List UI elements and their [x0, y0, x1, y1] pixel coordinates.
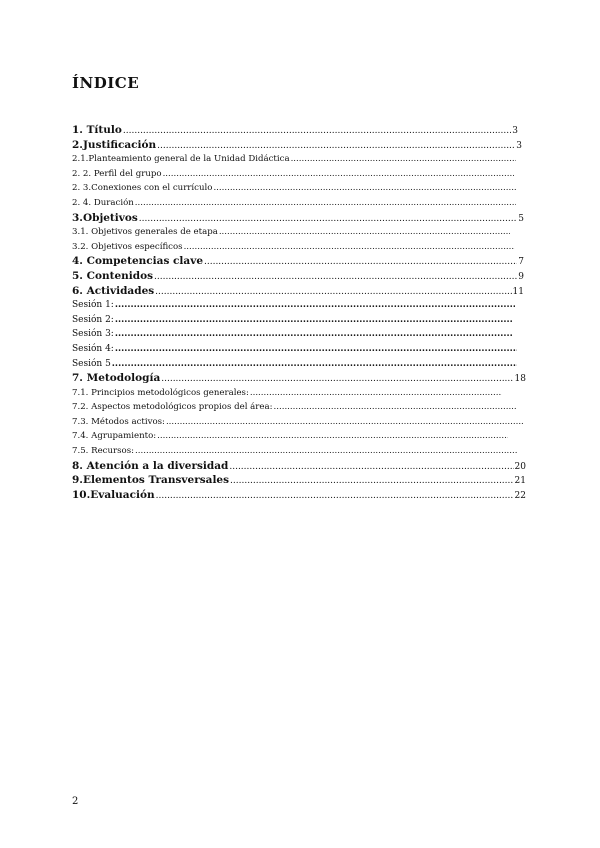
toc-entry-label: 8. Atención a la diversidad — [72, 459, 229, 472]
toc-entry[interactable] — [72, 473, 526, 488]
toc-entry-label: 7.1. Principios metodológicos generales: — [72, 387, 249, 398]
toc-entry[interactable] — [72, 415, 524, 430]
toc-entry-label: Sesión 4: — [72, 343, 114, 354]
toc-leader-dots — [115, 298, 515, 313]
toc-leader-dots — [291, 152, 516, 167]
toc-entry[interactable] — [72, 138, 522, 153]
toc-entry-label: 2. 3.Conexiones con el currículo — [72, 183, 213, 194]
toc-leader-dots — [213, 181, 516, 196]
toc-entry-label: 4. Competencias clave — [72, 255, 203, 268]
toc-leader-dots — [229, 460, 513, 474]
toc-entry-label: 7. Metodología — [72, 372, 161, 385]
toc-entry-label: 3.1. Objetivos generales de etapa — [72, 227, 218, 238]
toc-entry[interactable] — [72, 444, 519, 459]
toc-leader-dots — [184, 240, 515, 255]
toc-entry-label: 3.Objetivos — [72, 211, 138, 224]
toc-entry-page: 7 — [518, 257, 524, 268]
toc-entry[interactable] — [72, 211, 524, 226]
toc-entry-label: 6. Actividades — [72, 284, 155, 297]
toc-entry[interactable] — [72, 400, 517, 415]
toc-entry-page: 20 — [514, 461, 526, 472]
toc-leader-dots — [274, 400, 516, 415]
toc-leader-dots — [204, 255, 517, 269]
toc-entry-label: 7.2. Aspectos metodológicos propios del área: — [72, 402, 273, 413]
toc-entry-label: Sesión 1: — [72, 300, 114, 311]
toc-entry-label: Sesión 3: — [72, 329, 114, 340]
toc-entry-page: 5 — [518, 213, 524, 224]
toc-leader-dots — [157, 429, 508, 444]
toc-leader-dots — [230, 474, 514, 488]
toc-leader-dots — [115, 313, 513, 328]
toc-entry-label: 10.Evaluación — [72, 488, 155, 501]
toc-entry-page: 22 — [514, 490, 526, 501]
toc-entry[interactable] — [72, 371, 526, 386]
toc-entry-label: Sesión 2: — [72, 314, 114, 325]
toc-entry-label: 7.5. Recursos: — [72, 446, 135, 457]
toc-entry-label: 2.Justificación — [72, 138, 157, 151]
toc-entry[interactable] — [72, 342, 518, 357]
table-of-contents — [72, 123, 527, 502]
toc-entry-label: 5. Contenidos — [72, 269, 154, 282]
toc-entry[interactable] — [72, 313, 514, 328]
toc-entry[interactable] — [72, 284, 524, 299]
toc-entry-page: 18 — [514, 374, 526, 385]
toc-leader-dots — [157, 139, 515, 153]
toc-entry-label: 2. 4. Duración — [72, 197, 134, 208]
toc-leader-dots — [155, 285, 511, 299]
toc-leader-dots — [156, 489, 514, 503]
page-number: 2 — [72, 796, 79, 807]
toc-entry[interactable] — [72, 429, 509, 444]
toc-entry-label: 2.1.Planteamiento general de la Unidad Didáctica — [72, 154, 290, 165]
toc-entry[interactable] — [72, 240, 516, 255]
toc-entry-page: 3 — [516, 140, 522, 151]
toc-leader-dots — [163, 167, 514, 182]
toc-entry-label: 2. 2. Perfil del grupo — [72, 168, 162, 179]
toc-entry-page: 3 — [512, 126, 518, 136]
toc-entry-page: 9 — [518, 271, 524, 282]
toc-entry[interactable] — [72, 254, 524, 269]
toc-entry[interactable] — [72, 298, 516, 313]
toc-entry-label: Sesión 5 — [72, 358, 111, 369]
toc-entry[interactable] — [72, 167, 515, 182]
toc-entry-page: 11 — [512, 286, 524, 297]
toc-entry[interactable] — [72, 225, 511, 240]
toc-entry[interactable] — [72, 327, 514, 342]
toc-leader-dots — [123, 124, 511, 138]
toc-entry-label: 9.Elementos Transversales — [72, 474, 230, 487]
toc-leader-dots — [112, 357, 517, 372]
toc-entry-label: 7.3. Métodos activos: — [72, 416, 165, 427]
toc-entry[interactable] — [72, 269, 524, 284]
toc-leader-dots — [161, 372, 513, 386]
toc-leader-dots — [135, 196, 516, 211]
toc-entry[interactable] — [72, 123, 518, 138]
toc-entry[interactable] — [72, 181, 517, 196]
toc-leader-dots — [154, 270, 517, 284]
toc-leader-dots — [115, 342, 517, 357]
toc-entry[interactable] — [72, 152, 517, 167]
toc-leader-dots — [166, 415, 523, 430]
toc-entry[interactable] — [72, 386, 503, 401]
toc-leader-dots — [139, 212, 517, 226]
page-title: ÍNDICE — [72, 74, 140, 92]
toc-entry-label: 3.2. Objetivos específicos — [72, 241, 183, 252]
toc-entry-label: 7.4. Agrupamiento: — [72, 431, 157, 442]
toc-leader-dots — [250, 386, 502, 401]
toc-leader-dots — [219, 225, 510, 240]
toc-leader-dots — [115, 327, 513, 342]
toc-entry-page: 21 — [514, 476, 526, 487]
toc-leader-dots — [135, 444, 518, 459]
toc-entry-label: 1. Título — [72, 124, 122, 136]
toc-entry[interactable] — [72, 488, 526, 503]
toc-entry[interactable] — [72, 459, 526, 474]
toc-entry[interactable] — [72, 357, 518, 372]
toc-entry[interactable] — [72, 196, 517, 211]
